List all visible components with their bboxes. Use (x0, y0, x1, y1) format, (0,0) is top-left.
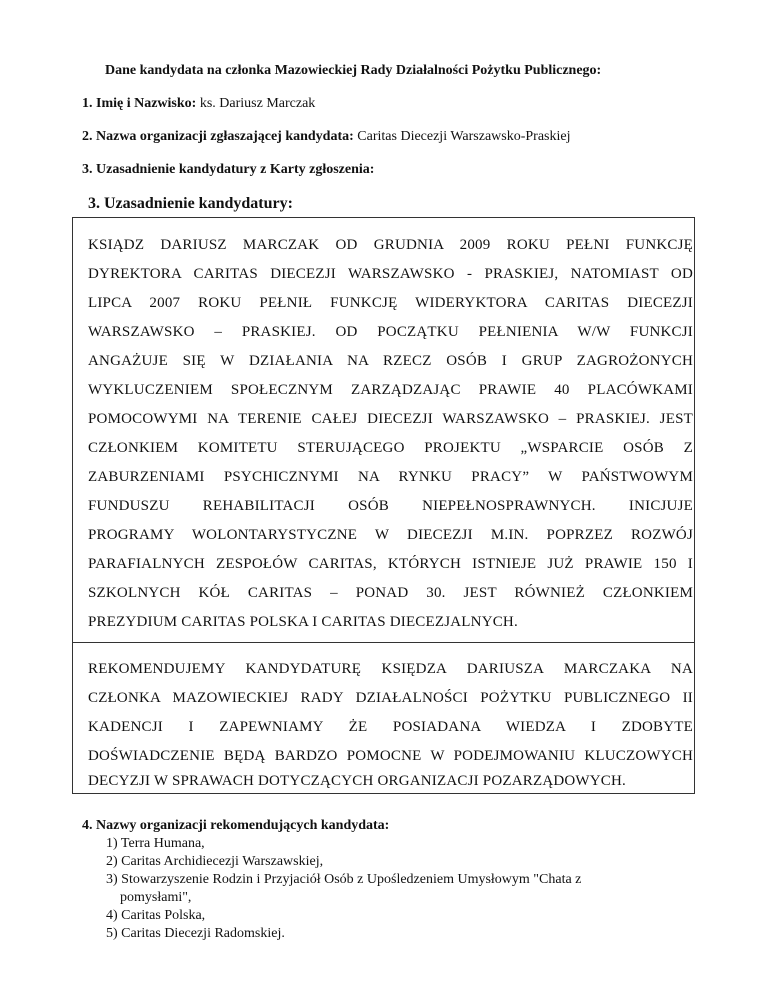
recommendation-line: KADENCJI I ZAPEWNIAMY ŻE POSIADANA WIEDZA I ZDOBYTE (88, 719, 693, 735)
item-value: ks. Dariusz Marczak (196, 96, 316, 111)
justification-line: ZABURZENIAMI PSYCHICZNYMI NA RYNKU PRACY” W PAŃSTWOWYM (88, 469, 693, 485)
justification-line: PREZYDIUM CARITAS POLSKA I CARITAS DIECEZJALNYCH. (88, 614, 518, 630)
justification-line: KSIĄDZ DARIUSZ MARCZAK OD GRUDNIA 2009 ROKU PEŁNI FUNKCJĘ (88, 237, 693, 253)
recommendation-line: DOŚWIADCZENIE BĘDĄ BARDZO POMOCNE W PODEJMOWANIU KLUCZOWYCH (88, 748, 693, 764)
justification-line: PROGRAMY WOLONTARYSTYCZNE W DIECEZJI M.IN. POPRZEZ ROZWÓJ (88, 527, 693, 543)
section4-title: 4. Nazwy organizacji rekomendujących kandydata: (82, 818, 390, 833)
item-number: 1. (82, 96, 93, 111)
recommendation-line: CZŁONKA MAZOWIECKIEJ RADY DZIAŁALNOŚCI POŻYTKU PUBLICZNEGO II (88, 690, 693, 706)
justification-line: DYREKTORA CARITAS DIECEZJI WARSZAWSKO - PRASKIEJ, NATOMIAST OD (88, 266, 693, 282)
justification-line: POMOCOWYMI NA TERENIE CAŁEJ DIECEZJI WARSZAWSKO – PRASKIEJ. JEST (88, 411, 693, 427)
justification-line: PARAFIALNYCH ZESPOŁÓW CARITAS, KTÓRYCH ISTNIEJE JUŻ PRAWIE 150 I (88, 556, 693, 572)
item-organization (82, 129, 571, 145)
justification-line: ANGAŻUJE SIĘ W DZIAŁANIA NA RZECZ OSÓB I GRUP ZAGROŻONYCH (88, 353, 693, 369)
recommending-org: 3) Stowarzyszenie Rodzin i Przyjaciół Osób z Upośledzeniem Umysłowym "Chata z (106, 872, 582, 887)
justification-line: WARSZAWSKO – PRASKIEJ. OD POCZĄTKU PEŁNIENIA W/W FUNKCJI (88, 324, 693, 340)
item-justification (82, 162, 374, 178)
item-value: Caritas Diecezji Warszawsko-Praskiej (353, 129, 571, 144)
scan-section-heading: 3. Uzasadnienie kandydatury: (88, 195, 293, 212)
recommendation-line: REKOMENDUJEMY KANDYDATURĘ KSIĘDZA DARIUSZA MARCZAKA NA (88, 661, 693, 677)
recommending-org: 2) Caritas Archidiecezji Warszawskiej, (106, 854, 324, 869)
recommending-org: 1) Terra Humana, (106, 836, 205, 851)
justification-line: LIPCA 2007 ROKU PEŁNIŁ FUNKCJĘ WIDERYKTORA CARITAS DIECEZJI (88, 295, 693, 311)
item-label: Imię i Nazwisko: (96, 96, 197, 111)
item-label: Nazwa organizacji zgłaszającej kandydata: (96, 129, 354, 144)
recommendation-line: DECYZJI W SPRAWACH DOTYCZĄCYCH ORGANIZACJI POZARZĄDOWYCH. (88, 773, 626, 789)
justification-line: CZŁONKIEM KOMITETU STERUJĄCEGO PROJEKTU „WSPARCIE OSÓB Z (88, 440, 693, 456)
justification-line: SZKOLNYCH KÓŁ CARITAS – PONAD 30. JEST RÓWNIEŻ CZŁONKIEM (88, 585, 693, 601)
item-number: 2. (82, 129, 93, 144)
recommending-org-continuation: pomysłami", (106, 890, 192, 905)
recommending-org: 4) Caritas Polska, (106, 908, 206, 923)
item-label: Uzasadnienie kandydatury z Karty zgłoszenia: (96, 162, 375, 177)
item-name (82, 96, 315, 112)
recommending-org: 5) Caritas Diecezji Radomskiej. (106, 926, 285, 941)
item-number: 3. (82, 162, 93, 177)
justification-line: FUNDUSZU REHABILITACJI OSÓB NIEPEŁNOSPRAWNYCH. INICJUJE (88, 498, 693, 514)
justification-line: WYKLUCZENIEM SPOŁECZNYM ZARZĄDZAJĄC PRAWIE 40 PLACÓWKAMI (88, 382, 693, 398)
document-heading: Dane kandydata na członka Mazowieckiej Rady Działalności Pożytku Publicznego: (105, 63, 602, 78)
